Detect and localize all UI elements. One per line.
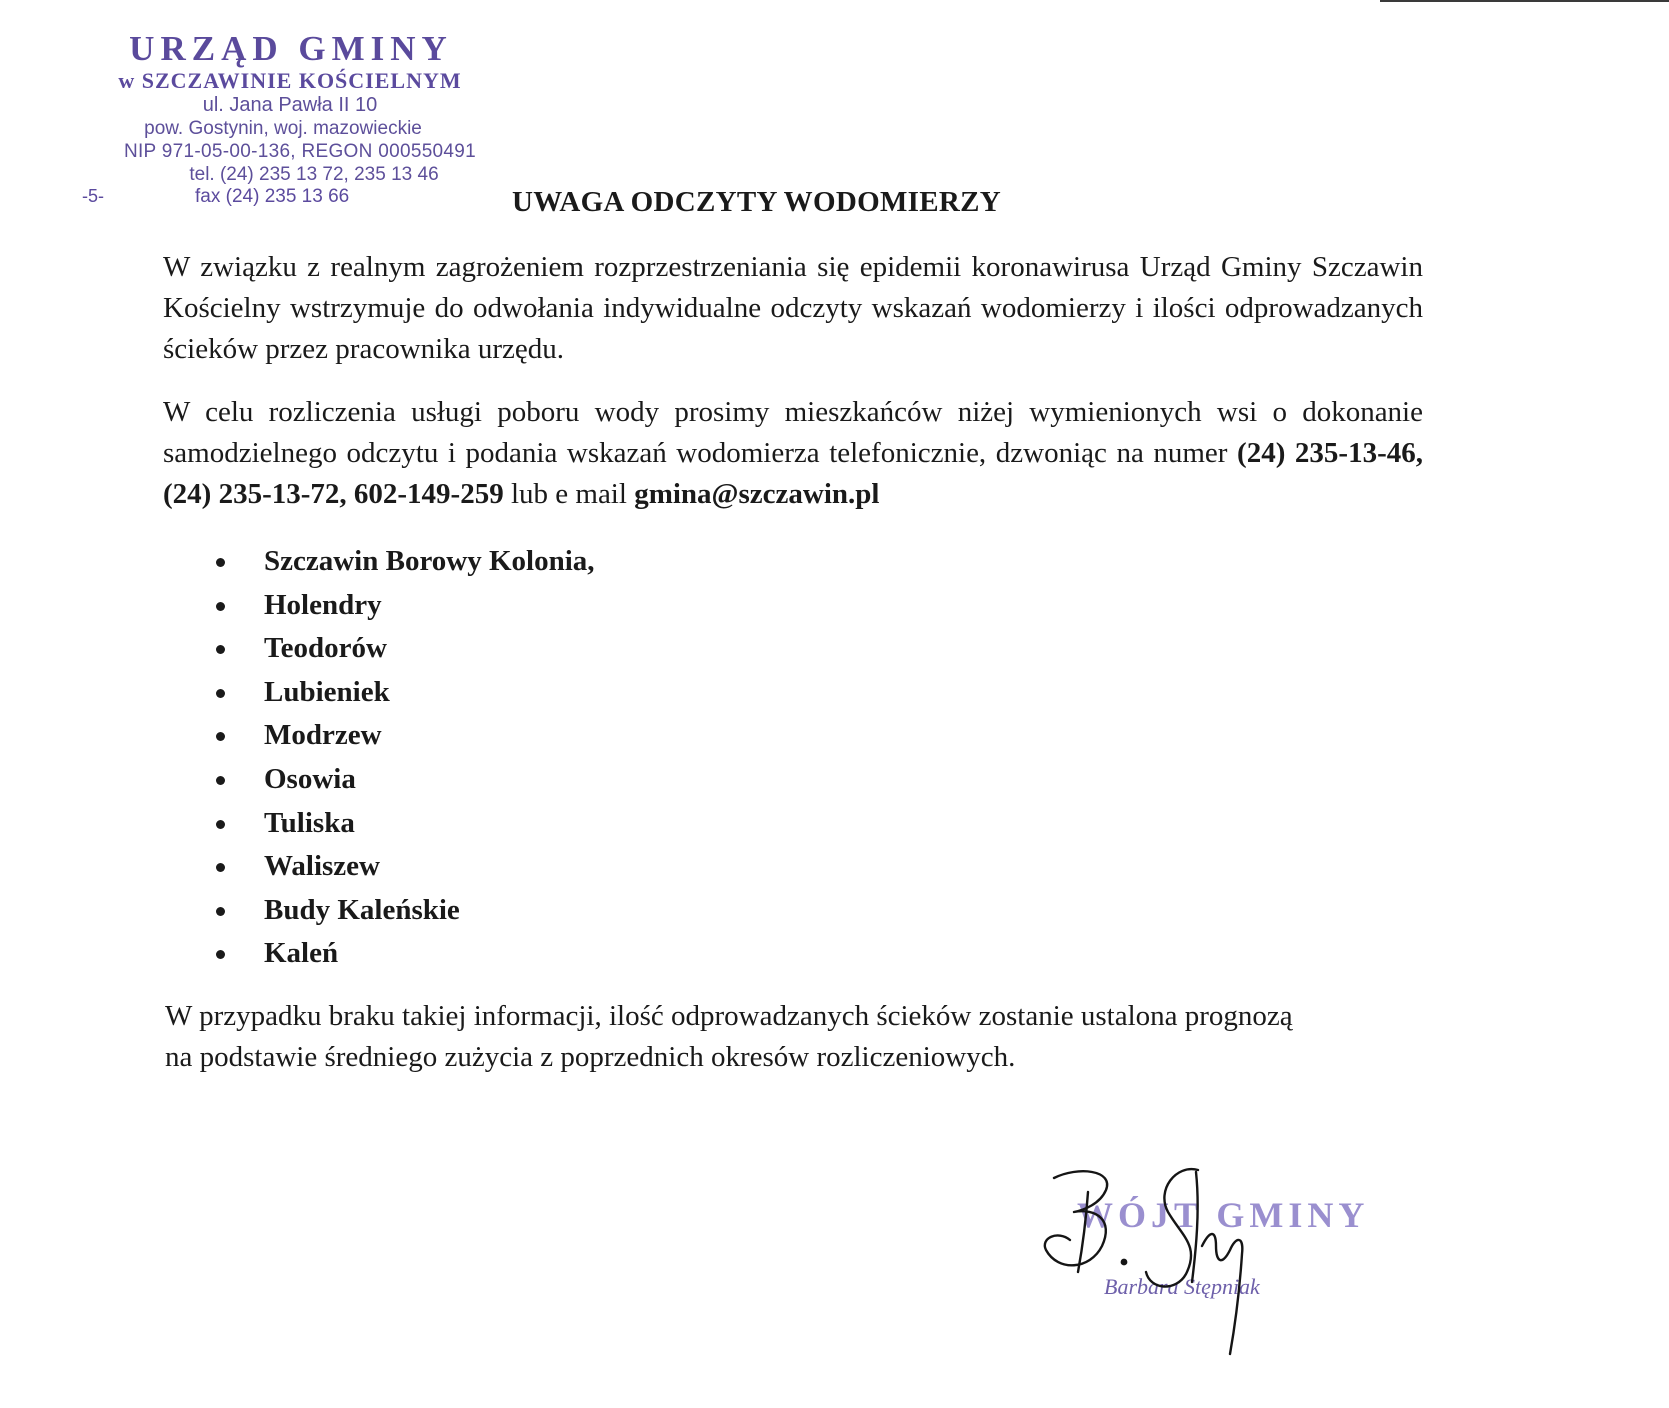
list-item bbox=[200, 714, 595, 758]
handwritten-signature bbox=[1040, 1150, 1360, 1370]
stamp-last-row bbox=[80, 186, 520, 210]
bullet-icon bbox=[216, 689, 225, 698]
village-name: Lubieniek bbox=[264, 675, 390, 708]
stamp-phone: tel. (24) 235 13 72, 235 13 46 bbox=[189, 164, 439, 185]
stamp-number: -5- bbox=[82, 186, 104, 206]
bullet-icon bbox=[216, 863, 225, 872]
paragraph-fallback: W przypadku braku takiej informacji, ilość odprowadzanych ścieków zostanie ustalona prognozą na podstawie średniego zużycia z poprzednich okresów rozliczeniowych. bbox=[165, 1000, 1293, 1073]
bullet-icon bbox=[216, 776, 225, 785]
stamp-address: ul. Jana Pawła II 10 bbox=[202, 94, 378, 116]
office-stamp bbox=[80, 30, 520, 210]
document-title: UWAGA ODCZYTY WODOMIERZY bbox=[512, 186, 1001, 218]
list-item bbox=[200, 845, 595, 889]
stamp-office-name: URZĄD GMINY bbox=[129, 29, 453, 68]
village-name: Osowia bbox=[264, 762, 356, 795]
instructions-connector: lub e mail bbox=[510, 478, 627, 510]
bullet-icon bbox=[216, 645, 225, 654]
scan-edge bbox=[1380, 0, 1669, 2]
signature-stamp-title: WÓJT GMINY bbox=[1077, 1195, 1370, 1235]
village-list bbox=[200, 540, 595, 976]
stamp-fax: fax (24) 235 13 66 bbox=[195, 186, 350, 207]
list-item bbox=[200, 802, 595, 846]
stamp-tax-id: NIP 971-05-00-136, REGON 000550491 bbox=[123, 141, 477, 162]
list-item bbox=[200, 671, 595, 715]
bullet-icon bbox=[216, 907, 225, 916]
village-name: Szczawin Borowy Kolonia, bbox=[264, 545, 595, 577]
list-item bbox=[200, 584, 595, 628]
stamp-office-location: w SZCZAWINIE KOŚCIELNYM bbox=[118, 68, 462, 93]
paragraph-intro: W związku z realnym zagrożeniem rozprzestrzeniania się epidemii koronawirusa Urząd Gminy Szczawin Kościelny wstrzymuje do odwołania indywidualne odczyty wskazań wodomierzy i ilości odprowadzanych ścieków przez pracownika urzędu. bbox=[163, 251, 1423, 365]
list-item bbox=[200, 889, 595, 933]
village-name: Holendry bbox=[264, 588, 382, 621]
phone-numbers: (24) 235-13-46, (24) 235-13-72, 602-149-259 bbox=[163, 437, 1423, 510]
village-name: Teodorów bbox=[264, 632, 387, 665]
stamp-district: pow. Gostynin, woj. mazowieckie bbox=[144, 118, 422, 139]
signature-stamp-name: Barbara Stępniak bbox=[1104, 1274, 1260, 1299]
village-name: Budy Kaleńskie bbox=[264, 893, 460, 926]
signature-block bbox=[1040, 1150, 1370, 1370]
village-name: Modrzew bbox=[264, 719, 382, 752]
paragraph-instructions bbox=[163, 392, 1423, 515]
list-item bbox=[200, 932, 595, 976]
list-item bbox=[200, 627, 595, 671]
bullet-icon bbox=[216, 732, 225, 741]
bullet-icon bbox=[216, 820, 225, 829]
bullet-icon bbox=[216, 602, 225, 611]
list-item bbox=[200, 758, 595, 802]
village-name: Waliszew bbox=[264, 850, 380, 883]
instructions-text: W celu rozliczenia usługi poboru wody prosimy mieszkańców niżej wymienionych wsi o dokonanie samodzielnego odczytu i podania wskazań wodomierza telefonicznie, dzwoniąc na numer bbox=[163, 396, 1423, 469]
village-name: Tuliska bbox=[264, 806, 355, 839]
email-address: gmina@szczawin.pl bbox=[634, 478, 880, 510]
bullet-icon bbox=[216, 558, 225, 567]
list-item bbox=[200, 540, 595, 584]
bullet-icon bbox=[216, 950, 225, 959]
village-name: Kaleń bbox=[264, 937, 339, 970]
